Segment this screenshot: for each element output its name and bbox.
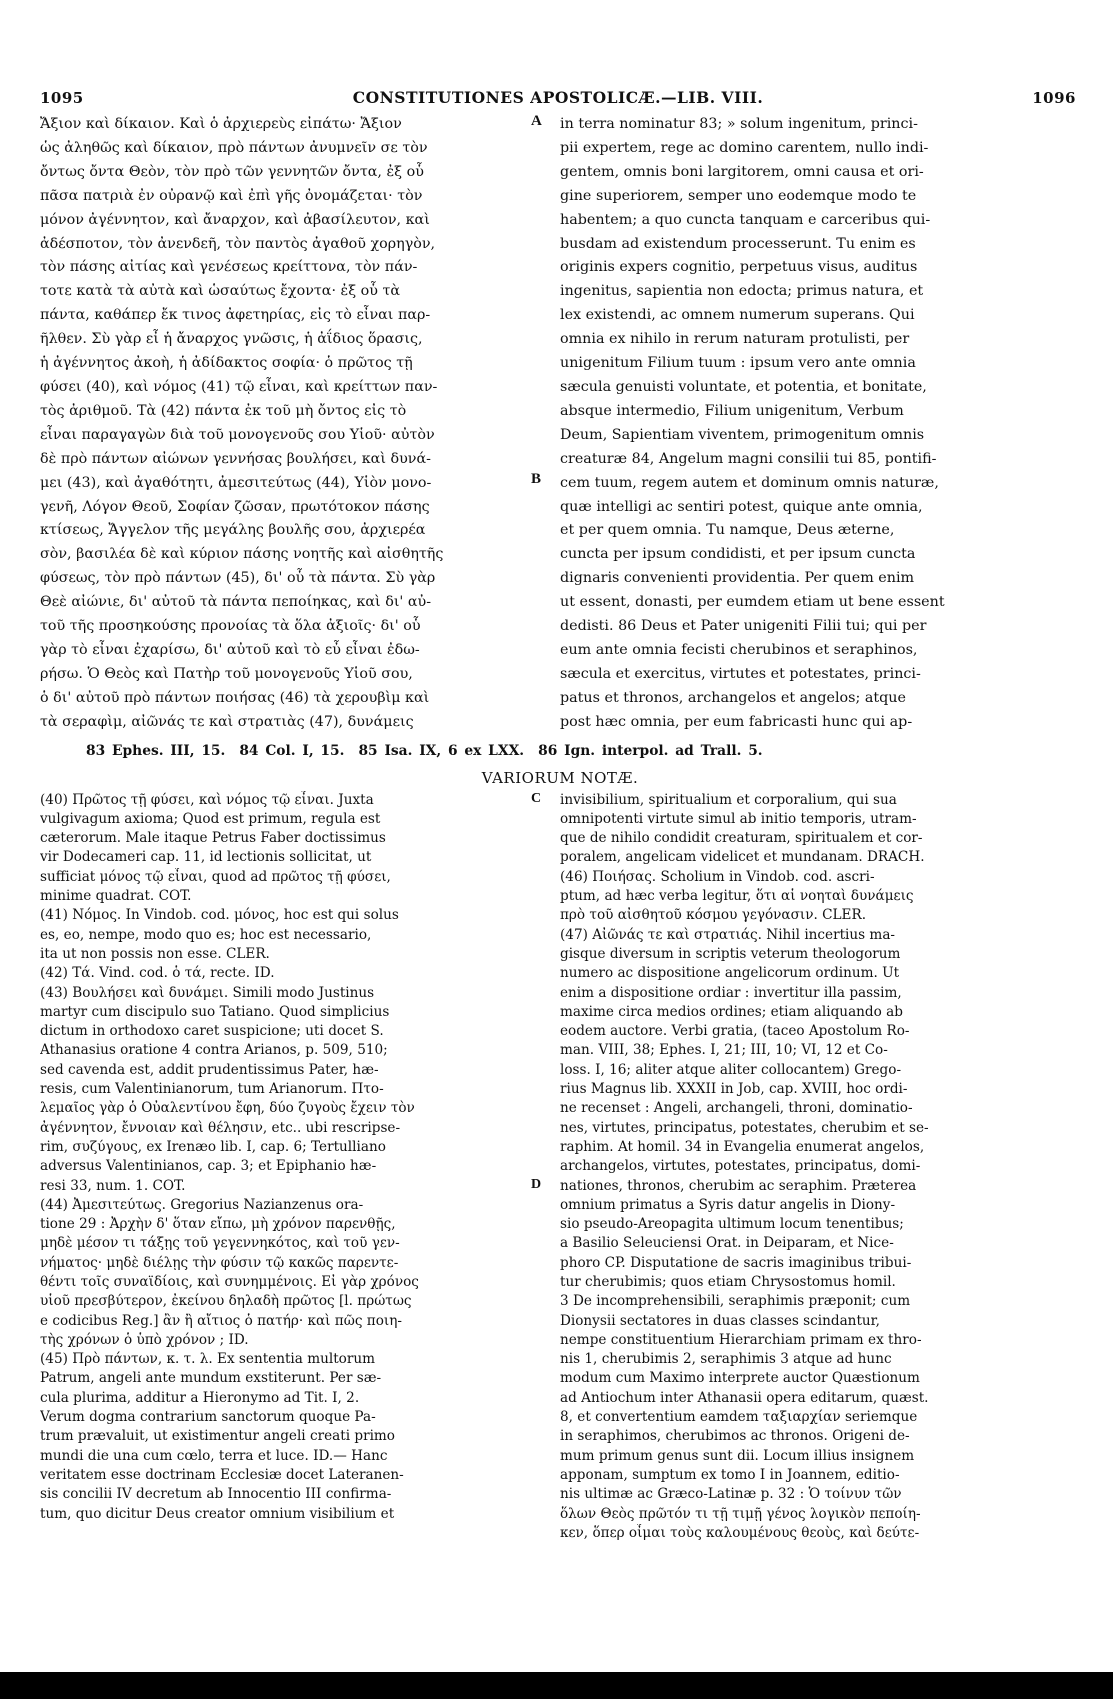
note-line: (43) Βουλήσει καὶ δυνάμει. Simili modo Justinus — [40, 984, 375, 1001]
note-line: κεν, ὅπερ οἶμαι τοὺς καλουμένους θεοὺς, καὶ δεύτε- — [560, 1524, 920, 1541]
column-marker-c: C — [531, 790, 542, 806]
document-page — [40, 88, 1080, 1543]
note-line: raphim. At homil. 34 in Evangelia enumerat angelos, — [560, 1138, 925, 1155]
footnote-item: 85 Isa. IX, 6 ex LXX. — [358, 742, 525, 759]
note-line: resi 33, num. 1. COT. — [40, 1177, 186, 1194]
note-line: nes, virtutes, principatus, potestates, cherubim et se- — [560, 1119, 929, 1136]
note-line: 3 De incomprehensibili, seraphimis præponit; cum — [560, 1293, 911, 1310]
note-line: phoro CP. Disputatione de sacris imaginibus tribui- — [560, 1254, 912, 1271]
latin-text-line: habentem; a quo cuncta tanquam e carceribus qui- — [560, 211, 931, 228]
note-line: maxime circa medios ordines; etiam aliquando ab — [560, 1003, 903, 1020]
note-line: Athanasius oratione 4 contra Arianos, p. 509, 510; — [40, 1042, 388, 1059]
note-line: omnium primatus a Syris datur angelis in Diony- — [560, 1196, 896, 1213]
note-line: sio pseudo-Areopagita ultimum locum tenentibus; — [560, 1216, 904, 1233]
note-line: resis, cum Valentinianorum, tum Arianorum. Πτο- — [40, 1081, 384, 1098]
greek-text-line: ὄντως ὄντα Θεὸν, τὸν πρὸ τῶν γεννητῶν ὄντα, ἐξ οὗ — [40, 163, 424, 180]
latin-text-line: gentem, omnis boni largitorem, omni causa et ori- — [560, 163, 924, 180]
latin-text-column — [560, 113, 1080, 735]
latin-text-line: ut essent, donasti, per eumdem etiam ut bene essent — [560, 594, 945, 611]
note-line: νήματος· μηδὲ διέλῃς τὴν φύσιν τῷ κακῶς παρεντε- — [40, 1254, 399, 1271]
note-line: cula plurima, additur a Hieronymo ad Tit. I, 2. — [40, 1389, 360, 1406]
greek-text-line: γὰρ τὸ εἶναι ἐχαρίσω, δι' αὐτοῦ καὶ τὸ εὖ εἶναι ἐδω- — [40, 641, 420, 658]
note-line: man. VIII, 38; Ephes. I, 21; III, 10; VI, 12 et Co- — [560, 1042, 888, 1059]
note-line: Patrum, angeli ante mundum exstiterunt. Per sæ- — [40, 1370, 382, 1387]
notes-right-column — [560, 791, 1080, 1544]
note-line: enim a dispositione ordiar : invertitur illa passim, — [560, 984, 902, 1001]
note-line: trum prævaluit, ut existimentur angeli creati primo — [40, 1428, 395, 1445]
note-line: rim, συζύγους, ex Irenæo lib. I, cap. 6; Tertulliano — [40, 1138, 386, 1155]
note-line: mundi die una cum cœlo, terra et luce. ID.— Hanc — [40, 1447, 388, 1464]
greek-text-line: τὸν πάσης αἰτίας καὶ γενέσεως κρείττονα, τὸν πάν- — [40, 259, 418, 276]
note-line: ita ut non possis non esse. CLER. — [40, 945, 270, 962]
notes-heading: VARIORUM NOTÆ. — [481, 768, 639, 787]
latin-text-line: post hæc omnia, per eum fabricasti hunc qui ap- — [560, 713, 913, 730]
greek-text-line: ὁ δι' αὐτοῦ πρὸ πάντων ποιήσας (46) τὰ χερουβὶμ καὶ — [40, 689, 430, 706]
note-line: πρὸ τοῦ αἰσθητοῦ κόσμου γεγόνασιν. CLER. — [560, 907, 867, 924]
note-line: tur cherubimis; quos etiam Chrysostomus homil. — [560, 1273, 896, 1290]
latin-text-line: pii expertem, rege ac domino carentem, nullo indi- — [560, 139, 929, 156]
latin-text-line: dedisti. 86 Deus et Pater unigeniti Filii tui; qui per — [560, 618, 927, 635]
note-line: (41) Νόμος. In Vindob. cod. μόνος, hoc est qui solus — [40, 907, 399, 924]
notes-left-column — [40, 791, 526, 1544]
latin-text-line: quæ intelligi ac sentiri potest, quique ante omnia, — [560, 498, 923, 515]
greek-text-line: σὸν, βασιλέα δὲ καὶ κύριον πάσης νοητῆς καὶ αἰσθητῆς — [40, 546, 444, 563]
note-line: sufficiat μόνος τῷ εἶναι, quod ad πρῶτος τῇ φύσει, — [40, 868, 391, 885]
note-line: adversus Valentinianos, cap. 3; et Epiphanio hæ- — [40, 1158, 377, 1175]
note-line: modum cum Maximo interprete auctor Quæstionum — [560, 1370, 920, 1387]
greek-text-line: τὸς ἀριθμοῦ. Τὰ (42) πάντα ἐκ τοῦ μὴ ὄντος εἰς τὸ — [40, 402, 407, 419]
footnote-item: 86 Ign. interpol. ad Trall. 5. — [538, 742, 763, 759]
greek-text-line: μει (43), καὶ ἀγαθότητι, ἀμεσιτεύτως (44), Υἱὸν μονο- — [40, 474, 432, 491]
latin-text-line: patus et thronos, archangelos et angelos; atque — [560, 689, 906, 706]
note-line: tum, quo dicitur Deus creator omnium visibilium et — [40, 1505, 395, 1522]
note-line: ἀγέννητον, ἔννοιαν καὶ θέλησιν, etc.. ubi rescripse- — [40, 1119, 401, 1136]
note-line: μηδὲ μέσον τι τάξῃς τοῦ γεγεννηκότος, καὶ τοῦ γεν- — [40, 1235, 400, 1252]
running-header — [40, 88, 1076, 107]
latin-text-line: in terra nominatur 83; » solum ingenitum, princi- — [560, 116, 918, 132]
note-line: (45) Πρὸ πάντων, κ. τ. λ. Ex sententia multorum — [40, 1351, 375, 1368]
note-line: loss. I, 16; aliter atque aliter collocantem) Grego- — [560, 1061, 902, 1078]
note-line: archangelos, virtutes, potestates, principatus, domi- — [560, 1158, 921, 1175]
running-title: CONSTITUTIONES APOSTOLICÆ.—LIB. VIII. — [352, 88, 764, 107]
column-marker-a: A — [531, 113, 542, 129]
note-line: gisque diversum in scriptis veterum theologorum — [560, 945, 901, 962]
note-line: Dionysii sectatores in duas classes scindantur, — [560, 1312, 880, 1329]
page-number-right: 1096 — [1032, 89, 1076, 107]
main-text-columns — [40, 113, 1080, 735]
note-line: ptum, ad hæc verba legitur, ὅτι αἱ νοηταὶ δυνάμεις — [560, 888, 914, 905]
greek-text-line: γενῆ, Λόγον Θεοῦ, Σοφίαν ζῶσαν, πρωτότοκον πάσης — [40, 498, 430, 515]
note-line: nationes, thronos, cherubim ac seraphim. Præterea — [560, 1177, 917, 1194]
note-line: rius Magnus lib. XXXII in Job, cap. XVIII, hoc ordi- — [560, 1081, 908, 1098]
note-line: tione 29 : Ἀρχὴν δ' ὅταν εἴπω, μὴ χρόνον παρενθῇς, — [40, 1216, 396, 1233]
greek-text-line: δὲ πρὸ πάντων αἰώνων γεννήσας βουλήσει, καὶ δυνά- — [40, 450, 431, 467]
note-line: (46) Ποιήσας. Scholium in Vindob. cod. ascri- — [560, 868, 875, 885]
greek-text-line: φύσεως, τὸν πρὸ πάντων (45), δι' οὗ τὰ πάντα. Σὺ γὰρ — [40, 570, 436, 587]
note-line: 8, et convertentium eamdem ταξιαρχίαν seriemque — [560, 1409, 918, 1426]
latin-text-line: cem tuum, regem autem et dominum omnis naturæ, — [560, 474, 939, 491]
note-line: poralem, angelicam videlicet et mundanam. DRACH. — [560, 849, 925, 866]
greek-text-line: εἶναι παραγαγὼν διὰ τοῦ μονογενοῦς σου Υἱοῦ· αὐτὸν — [40, 426, 435, 443]
latin-text-line: originis expers cognitio, perpetuus visus, auditus — [560, 259, 918, 276]
latin-text-line: creaturæ 84, Angelum magni consilii tui 85, pontifi- — [560, 450, 937, 467]
latin-text-line: absque intermedio, Filium unigenitum, Verbum — [560, 402, 904, 419]
note-line: cæterorum. Male itaque Petrus Faber doctissimus — [40, 830, 386, 847]
greek-text-line: Θεὲ αἰώνιε, δι' αὐτοῦ τὰ πάντα πεποίηκας, καὶ δι' αὐ- — [40, 594, 432, 611]
note-line: apponam, sumptum ex tomo I in Joannem, editio- — [560, 1466, 900, 1483]
note-line: ad Antiochum inter Athanasii opera editarum, quæst. — [560, 1389, 929, 1406]
note-line: dictum in orthodoxo caret suspicione; uti docet S. — [40, 1023, 384, 1040]
greek-text-column — [40, 113, 526, 735]
note-line: vir Dodecameri cap. 11, id lectionis sollicitat, ut — [40, 849, 372, 866]
greek-text-line: Ἄξιον καὶ δίκαιον. Καὶ ὁ ἀρχιερεὺς εἰπάτω· Ἄξιον — [40, 116, 402, 132]
latin-text-line: sæcula et exercitus, virtutes et potestates, princi- — [560, 665, 921, 682]
note-line: invisibilium, spiritualium et corporalium, qui sua — [560, 791, 897, 808]
note-line: que de nihilo condidit creaturam, spiritualem et cor- — [560, 830, 923, 847]
latin-text-line: Deum, Sapientiam viventem, primogenitum omnis — [560, 426, 925, 443]
note-line: mum primum genus sunt dii. Locum illius insignem — [560, 1447, 915, 1464]
greek-text-line: τοῦ τῆς προσηκούσης προνοίας τὰ ὅλα ἀξιοῖς· δι' οὗ — [40, 618, 421, 635]
footnotes — [40, 743, 1080, 759]
latin-text-line: lex existendi, ac omnem numerum superans. Qui — [560, 307, 915, 324]
note-line: in seraphimos, cherubimos ac thronos. Origeni de- — [560, 1428, 910, 1445]
latin-text-line: unigenitum Filium tuum : ipsum vero ante omnia — [560, 355, 916, 372]
note-line: ὅλων Θεὸς πρῶτόν τι τῇ τιμῇ γένος λογικὸν πεποίη- — [560, 1505, 921, 1522]
page-number-left: 1095 — [40, 89, 84, 107]
latin-text-line: busdam ad existendum processerunt. Tu enim es — [560, 235, 916, 252]
note-line: nempe constituentium Hierarchiam primam ex thro- — [560, 1331, 922, 1348]
greek-text-line: κτίσεως, Ἄγγελον τῆς μεγάλης βουλῆς σου, ἀρχιερέα — [40, 522, 426, 539]
note-line: a Basilio Seleuciensi Orat. in Deiparam, et Nice- — [560, 1235, 894, 1252]
note-line: eodem auctore. Verbi gratia, (taceo Apostolum Ro- — [560, 1023, 910, 1040]
greek-text-line: μόνον ἀγέννητον, καὶ ἄναρχον, καὶ ἀβασίλευτον, καὶ — [40, 211, 430, 228]
note-line: sed cavenda est, addit prudentissimus Pater, hæ- — [40, 1061, 379, 1078]
note-line: λεμαῖος γὰρ ὁ Οὐαλεντίνου ἔφη, δύο ζυγοὺς ἔχειν τὸν — [40, 1100, 415, 1117]
note-line: θέντι τοῖς συναϊδίοις, καὶ συνημμένοις. Εἰ γὰρ χρόνος — [40, 1273, 419, 1290]
latin-text-line: gine superiorem, semper uno eodemque modo te — [560, 187, 917, 204]
note-line: minime quadrat. COT. — [40, 888, 192, 905]
latin-text-line: et per quem omnia. Tu namque, Deus æterne, — [560, 522, 895, 539]
note-line: (42) Τά. Vind. cod. ὁ τά, recte. ID. — [40, 965, 275, 982]
note-line: Verum dogma contrarium sanctorum quoque Pa- — [40, 1409, 376, 1426]
greek-text-line: πᾶσα πατριὰ ἐν οὐρανῷ καὶ ἐπὶ γῆς ὀνομάζεται· τὸν — [40, 187, 423, 204]
latin-text-line: cuncta per ipsum condidisti, et per ipsum cuncta — [560, 546, 916, 563]
note-line: τὴς χρόνων ὁ ὑπὸ χρόνον ; ID. — [40, 1331, 249, 1348]
greek-text-line: ἀδέσποτον, τὸν ἀνενδεῆ, τὸν παντὸς ἀγαθοῦ χορηγὸν, — [40, 235, 436, 252]
note-line: vulgivagum axioma; Quod est primum, regula est — [40, 810, 381, 827]
latin-text-line: sæcula genuisti voluntate, et potentia, et bonitate, — [560, 378, 927, 395]
note-line: numero ac dispositione angelicorum ordinum. Ut — [560, 965, 900, 982]
greek-text-line: ῆλθεν. Σὺ γὰρ εἶ ἡ ἄναρχος γνῶσις, ἡ ἀΐδιος ὅρασις, — [40, 331, 423, 348]
note-line: sis concilii IV decretum ab Innocentio III confirma- — [40, 1486, 392, 1503]
greek-text-line: ἡ ἀγέννητος ἀκοὴ, ἡ ἀδίδακτος σοφία· ὁ πρῶτος τῇ — [40, 355, 413, 372]
column-marker-d: D — [531, 1176, 542, 1192]
note-line: ne recenset : Angeli, archangeli, throni, dominatio- — [560, 1100, 913, 1117]
footnote-item: 84 Col. I, 15. — [239, 742, 345, 759]
note-line: veritatem esse doctrinam Ecclesiæ docet Lateranen- — [40, 1466, 404, 1483]
greek-text-line: ρήσω. Ὁ Θεὸς καὶ Πατὴρ τοῦ μονογενοῦς Υἱοῦ σου, — [40, 665, 413, 682]
column-marker-b: B — [531, 471, 542, 487]
notes-columns — [40, 791, 1080, 1544]
latin-text-line: eum ante omnia fecisti cherubinos et seraphinos, — [560, 641, 918, 658]
latin-text-line: ingenitus, sapientia non edocta; primus natura, et — [560, 283, 924, 300]
greek-text-line: ὡς ἀληθῶς καὶ δίκαιον, πρὸ πάντων ἀνυμνεῖν σε τὸν — [40, 139, 428, 156]
note-line: (44) Ἀμεσιτεύτως. Gregorius Nazianzenus ora- — [40, 1196, 364, 1213]
note-line: omnipotenti virtute simul ab initio temporis, utram- — [560, 810, 917, 827]
latin-text-line: omnia ex nihilo in rerum naturam protulisti, per — [560, 331, 910, 348]
greek-text-line: πάντα, καθάπερ ἔκ τινος ἀφετηρίας, εἰς τὸ εἶναι παρ- — [40, 307, 431, 324]
note-line: (47) Αἰῶνάς τε καὶ στρατιάς. Nihil incertius ma- — [560, 926, 896, 943]
footnote-item: 83 Ephes. III, 15. — [86, 742, 226, 759]
note-line: martyr cum discipulo suo Tatiano. Quod simplicius — [40, 1003, 390, 1020]
latin-text-line: dignaris convenienti providentia. Per quem enim — [560, 570, 915, 587]
greek-text-line: τοτε κατὰ τὰ αὐτὰ καὶ ὡσαύτως ἔχοντα· ἐξ οὗ τὰ — [40, 283, 401, 300]
note-line: nis 1, cherubimis 2, seraphimis 3 atque ad hunc — [560, 1351, 892, 1368]
greek-text-line: τὰ σεραφὶμ, αἰῶνάς τε καὶ στρατιὰς (47), δυνάμεις — [40, 713, 414, 730]
note-line: (40) Πρῶτος τῇ φύσει, καὶ νόμος τῷ εἶναι. Juxta — [40, 791, 374, 808]
note-line: nis ultimæ ac Græco-Latinæ p. 32 : Ὁ τοίνυν τῶν — [560, 1486, 902, 1503]
note-line: υἱοῦ πρεσβύτερον, ἐκείνου δηλαδὴ πρῶτος [l. πρώτως — [40, 1293, 412, 1310]
note-line: es, eo, nempe, modo quo es; hoc est necessario, — [40, 926, 372, 943]
greek-text-line: φύσει (40), καὶ νόμος (41) τῷ εἶναι, καὶ κρείττων παν- — [40, 378, 438, 395]
scan-bottom-border — [0, 1672, 1113, 1699]
note-line: e codicibus Reg.] ἂν ἢ αἴτιος ὁ πατήρ· καὶ πῶς ποιη- — [40, 1312, 402, 1329]
